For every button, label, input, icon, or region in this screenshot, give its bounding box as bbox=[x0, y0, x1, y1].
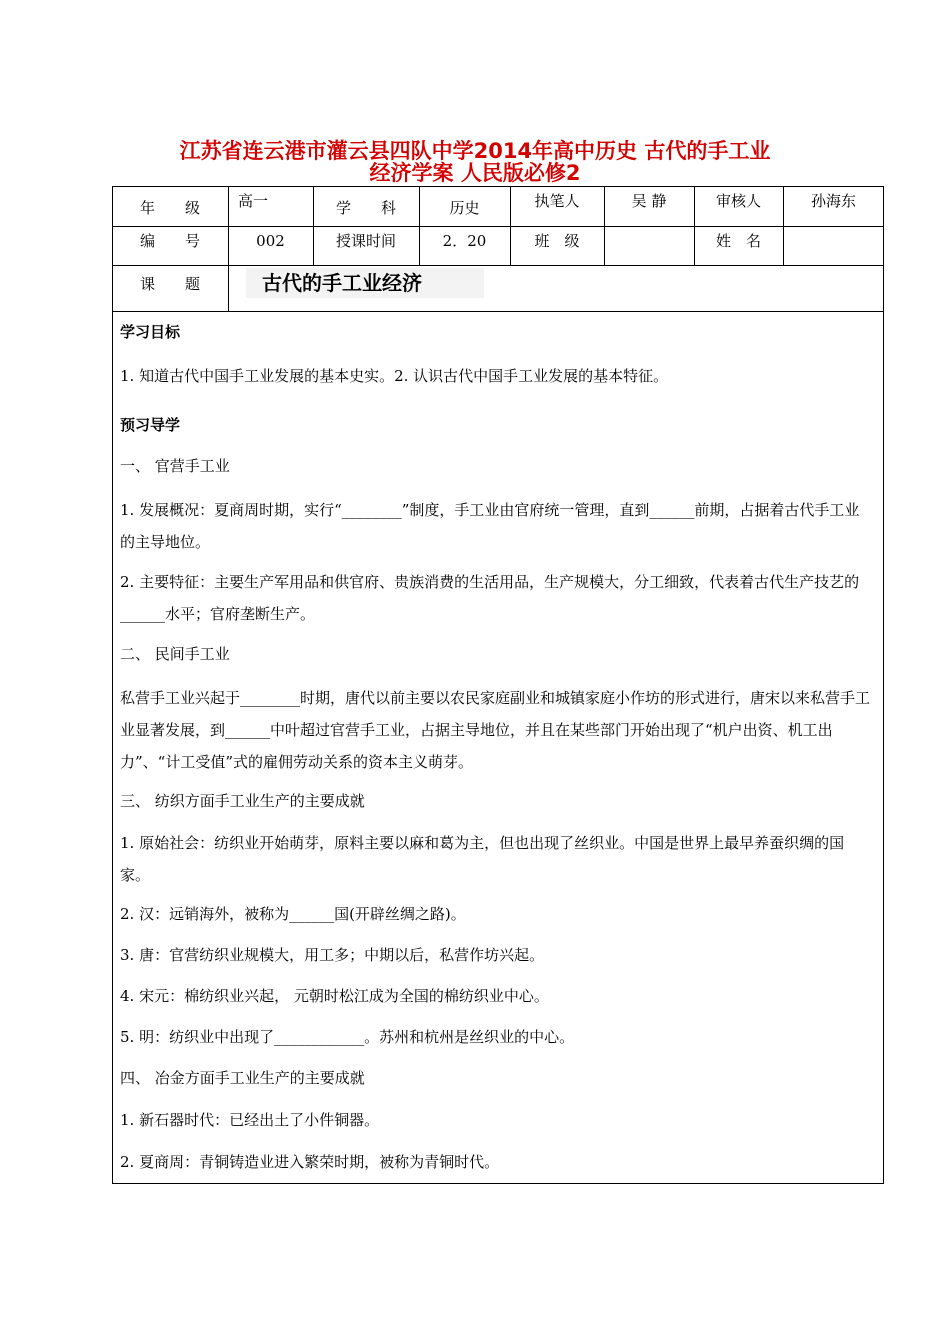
section3-paragraph1: 1. 原始社会：纺织业开始萌芽，原料主要以麻和葛为主，但也出现了丝织业。中国是世界上最早养蚕织绸的国家。 bbox=[120, 834, 845, 884]
document-title-line1: 江苏省连云港市灌云县四队中学2014年高中历史 古代的手工业 bbox=[179, 139, 771, 163]
number-label: 编 号 bbox=[139, 232, 200, 250]
subject-value: 历史 bbox=[449, 199, 480, 217]
section3-paragraph5: 5. 明：纺织业中出现了____________。苏州和杭州是丝织业的中心。 bbox=[120, 1028, 575, 1046]
reviewer-label: 审核人 bbox=[715, 192, 761, 210]
document-title-line2: 经济学案 人民版必修2 bbox=[369, 161, 581, 185]
class-label: 班 级 bbox=[534, 232, 580, 250]
section1-heading: 一、 官营手工业 bbox=[120, 457, 230, 475]
reviewer-value: 孙海东 bbox=[810, 192, 856, 210]
number-value: 002 bbox=[256, 232, 285, 250]
section2-heading: 二、 民间手工业 bbox=[120, 645, 230, 663]
section3-heading: 三、 纺织方面手工业生产的主要成就 bbox=[120, 792, 365, 810]
grade-label: 年 级 bbox=[139, 199, 200, 217]
date-label: 授课时间 bbox=[335, 232, 396, 250]
section4-heading: 四、 冶金方面手工业生产的主要成就 bbox=[120, 1069, 365, 1087]
table-divider-row3 bbox=[112, 311, 884, 312]
section1-paragraph2: 2. 主要特征：主要生产军用品和供官府、贵族消费的生活用品，生产规模大，分工细致，代表着古代生产技艺的______水平；官府垄断生产。 bbox=[120, 573, 860, 623]
date-value: 2．20 bbox=[442, 232, 487, 250]
preview-heading: 预习导学 bbox=[120, 416, 181, 434]
section3-paragraph3: 3. 唐：官营纺织业规模大，用工多；中期以后，私营作坊兴起。 bbox=[120, 946, 545, 964]
section4-paragraph1: 1. 新石器时代：已经出土了小件铜器。 bbox=[120, 1111, 380, 1129]
author-label: 执笔人 bbox=[534, 192, 580, 210]
grade-value: 高一 bbox=[238, 192, 269, 210]
section4-paragraph2: 2. 夏商周：青铜铸造业进入繁荣时期，被称为青铜时代。 bbox=[120, 1153, 500, 1171]
author-value: 吴 静 bbox=[631, 192, 667, 210]
goals-text: 1. 知道古代中国手工业发展的基本史实。2. 认识古代中国手工业发展的基本特征。 bbox=[120, 367, 669, 385]
goals-heading: 学习目标 bbox=[120, 323, 181, 341]
section3-paragraph2: 2. 汉：远销海外，被称为______国(开辟丝绸之路)。 bbox=[120, 905, 466, 923]
section3-paragraph4: 4. 宋元：棉纺织业兴起， 元朝时松江成为全国的棉纺织业中心。 bbox=[120, 987, 549, 1005]
subject-label: 学 科 bbox=[335, 199, 396, 217]
section2-paragraph1: 私营手工业兴起于________时期，唐代以前主要以农民家庭副业和城镇家庭小作坊的形式进行，唐宋以来私营手工业显著发展，到______中叶超过官营手工业，占据主导地位，并且在某些部门开始出现了“机户出资、机工出力”、“计工受值”式的雇佣劳动关系的资本主义萌芽。 bbox=[120, 689, 871, 771]
topic-value: 古代的手工业经济 bbox=[246, 268, 484, 298]
name-label: 姓 名 bbox=[715, 232, 761, 250]
topic-label: 课 题 bbox=[139, 275, 200, 293]
section1-paragraph1: 1. 发展概况：夏商周时期，实行“________”制度，手工业由官府统一管理，直到______前期，占据着古代手工业的主导地位。 bbox=[120, 501, 860, 551]
